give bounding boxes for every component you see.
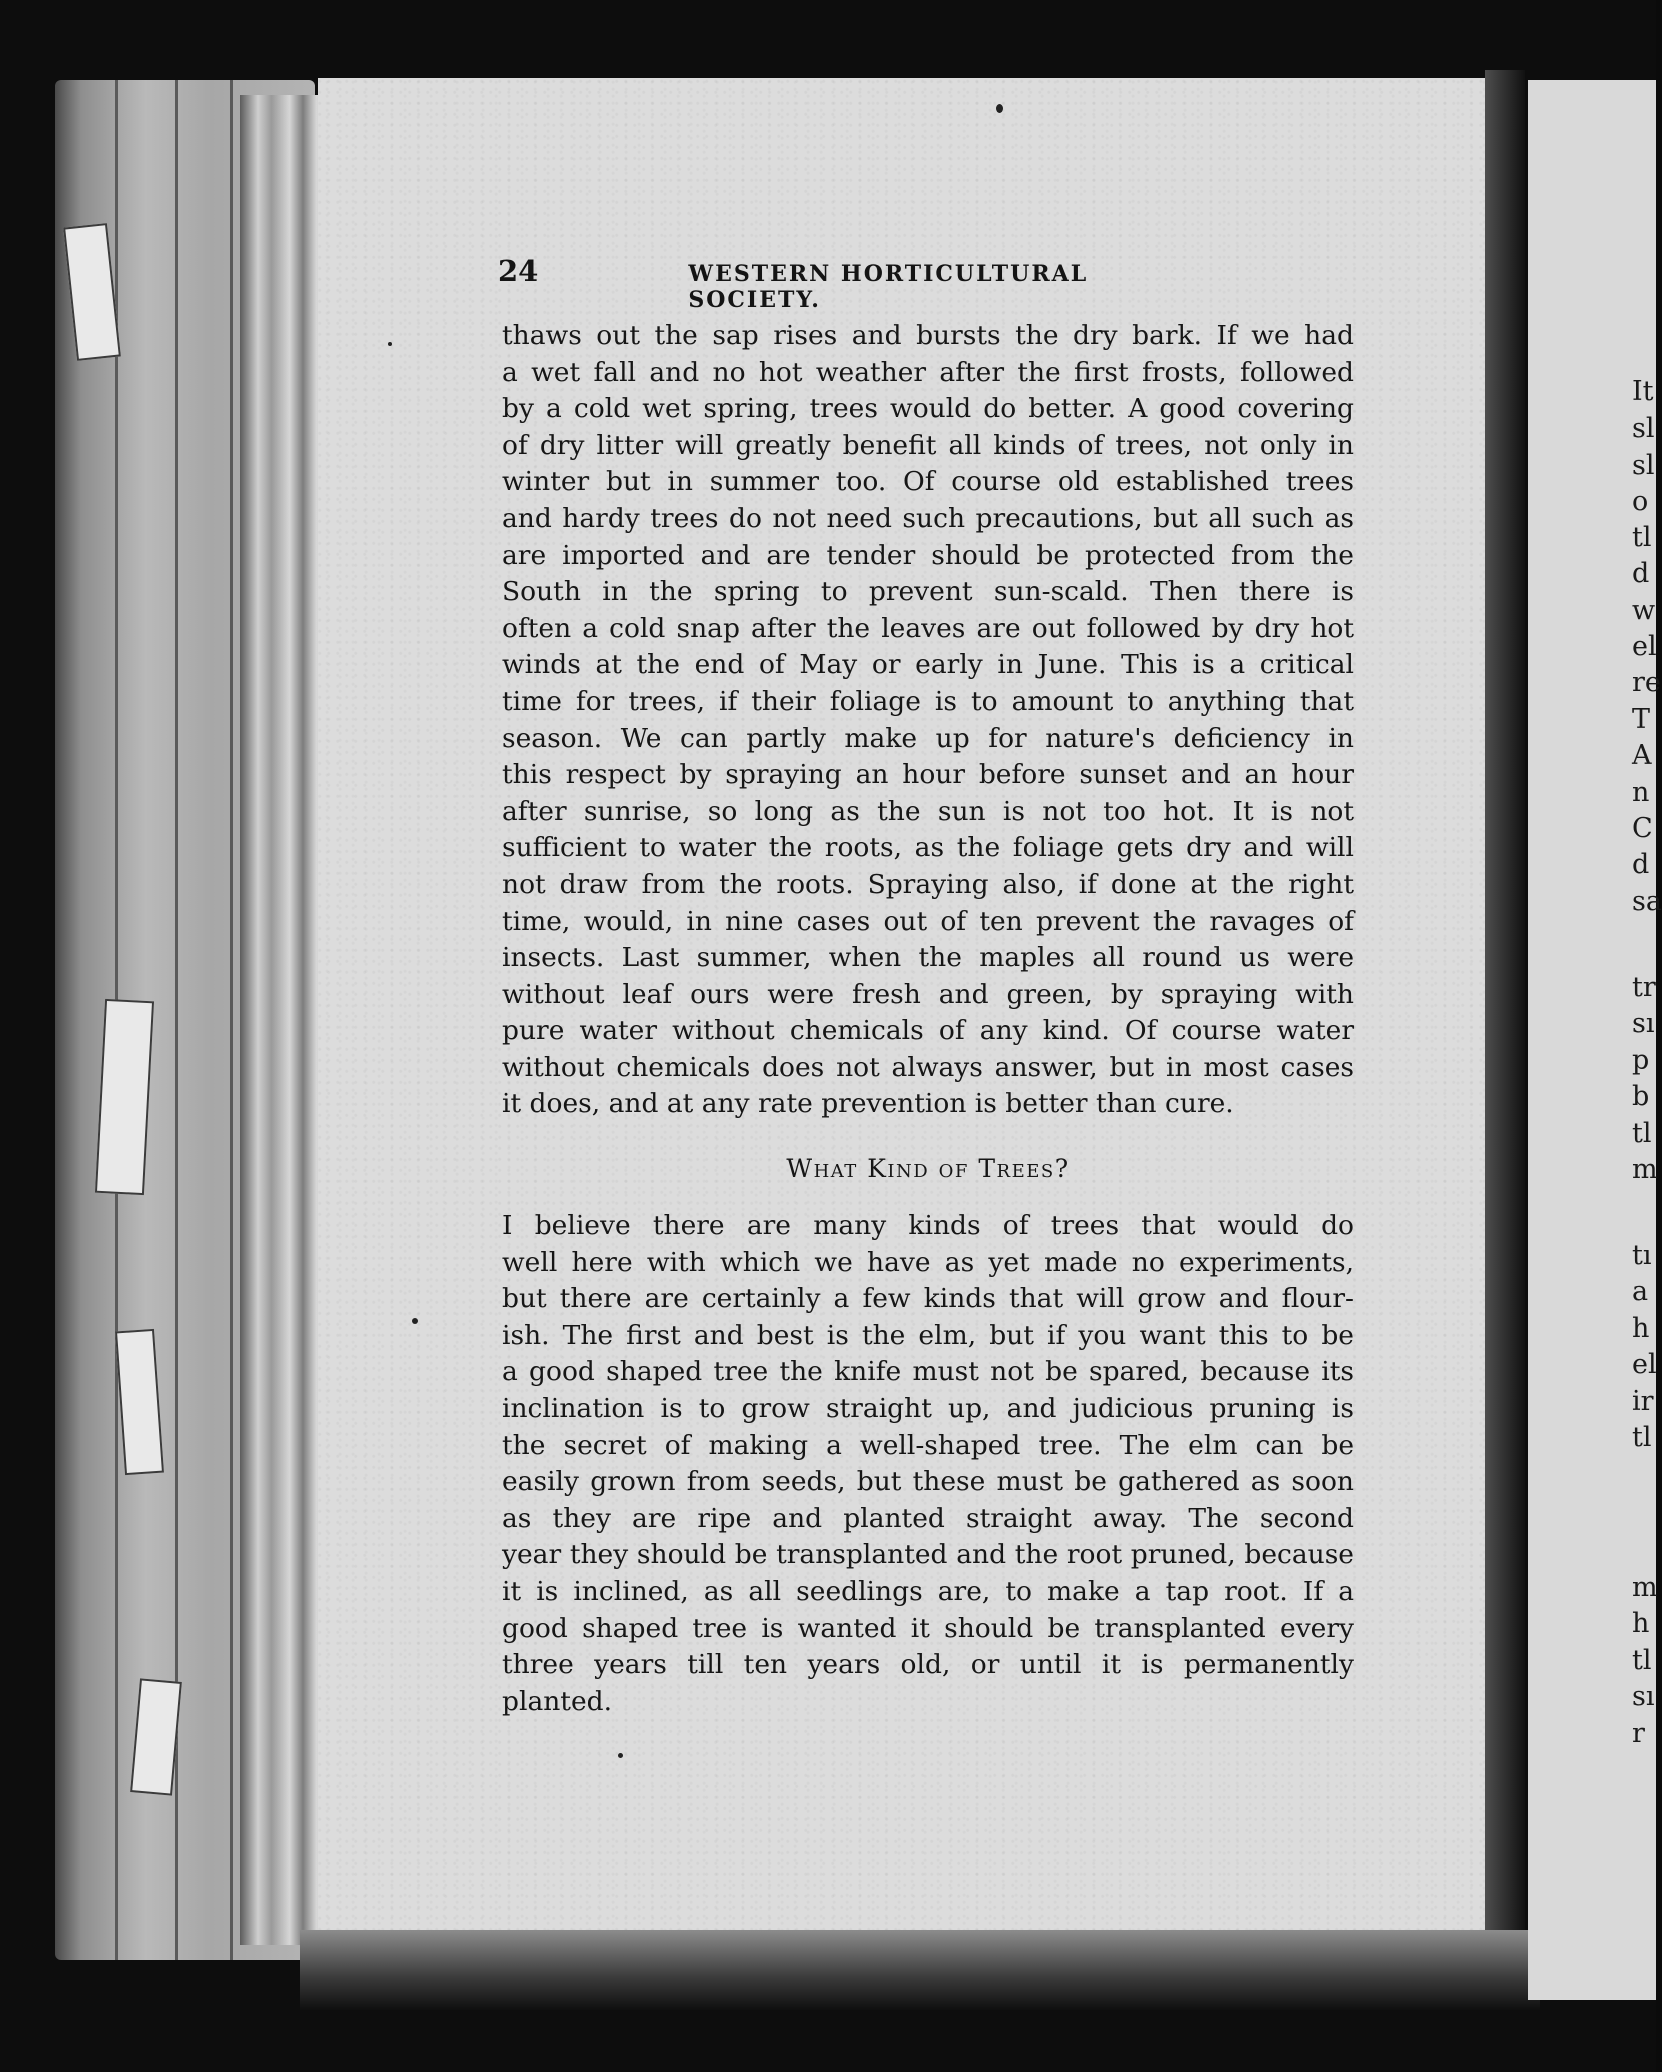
text-line: it does, and at any rate prevention is better than cure.	[502, 1088, 1234, 1120]
text-line: South in the spring to prevent sun-scald. Then there is	[502, 576, 1354, 608]
text-line: year they should be transplanted and the root pruned, because	[502, 1539, 1354, 1571]
text-line: time for trees, if their foliage is to amount to anything that	[502, 685, 1354, 717]
text-line: thaws out the sap rises and bursts the dry bark. If we had	[502, 320, 1354, 351]
facing-page-fragment: tr	[1632, 972, 1656, 1003]
text-line: good shaped tree is wanted it should be transplanted every	[502, 1612, 1354, 1644]
text-line: not draw from the roots. Spraying also, if done at the right	[502, 868, 1354, 900]
torn-page-edge	[95, 999, 154, 1195]
facing-page-fragment: A	[1632, 740, 1652, 771]
text-line: by a cold wet spring, trees would do better. A good covering	[502, 393, 1354, 425]
facing-page-fragment: h	[1632, 1313, 1650, 1344]
text-line: three years till ten years old, or until it is permanently	[502, 1649, 1354, 1681]
facing-page-fragment: sl	[1632, 413, 1655, 444]
text-line: a wet fall and no hot weather after the first frosts, followed	[502, 356, 1354, 388]
text-line: this respect by spraying an hour before sunset and an hour	[502, 759, 1354, 791]
facing-page-fragment: re	[1632, 667, 1661, 698]
facing-page-fragment: a	[1632, 1276, 1649, 1307]
ink-speck	[412, 1318, 418, 1324]
text-line: are imported and are tender should be protected from the	[502, 539, 1354, 571]
paragraph-1	[502, 318, 1354, 1123]
text-line: winter but in summer too. Of course old established trees	[502, 466, 1354, 498]
text-line: season. We can partly make up for nature's deficiency in	[502, 722, 1354, 754]
facing-page-fragment: d	[1632, 849, 1650, 880]
running-head-title: WESTERN HORTICULTURAL SOCIETY.	[688, 261, 1089, 313]
facing-page-fragment: C	[1632, 813, 1653, 844]
text-line: sufficient to water the roots, as the foliage gets dry and will	[502, 832, 1354, 864]
text-line: but there are certainly a few kinds that will grow and flour-	[502, 1283, 1354, 1315]
facing-page-fragment: n	[1632, 777, 1650, 808]
text-line: ish. The first and best is the elm, but if you want this to be	[502, 1319, 1354, 1351]
facing-page-fragment: d	[1632, 558, 1650, 589]
text-line: pure water without chemicals of any kind. Of course water	[502, 1015, 1354, 1047]
text-line: often a cold snap after the leaves are out followed by dry hot	[502, 612, 1354, 644]
facing-page-fragment: m	[1632, 1572, 1658, 1603]
section-heading: What Kind of Trees?	[786, 1154, 1070, 1183]
facing-page-fragment: m	[1632, 1154, 1658, 1185]
facing-page-fragment: tl	[1632, 1645, 1652, 1676]
facing-page-fragment: b	[1632, 1081, 1650, 1112]
text-line: inclination is to grow straight up, and judicious pruning is	[502, 1392, 1354, 1424]
page-bottom-shadow	[300, 1930, 1540, 2010]
facing-page-fragment: It	[1632, 376, 1654, 407]
ink-speck	[618, 1753, 623, 1758]
facing-page-fragment: tl	[1632, 1118, 1652, 1149]
ink-speck	[388, 342, 392, 346]
text-line: after sunrise, so long as the sun is not too hot. It is not	[502, 795, 1354, 827]
facing-page-fragment: tl	[1632, 1422, 1652, 1453]
facing-page-fragment: ir	[1632, 1386, 1654, 1417]
facing-page-fragment: T	[1632, 704, 1651, 735]
facing-page-fragment: el	[1632, 631, 1657, 662]
facing-page-fragment: w	[1632, 595, 1656, 626]
page-number: 24	[498, 254, 539, 288]
paragraph-2	[502, 1208, 1354, 1720]
text-line: as they are ripe and planted straight away. The second	[502, 1502, 1354, 1534]
text-line: time, would, in nine cases out of ten prevent the ravages of	[502, 905, 1354, 937]
facing-page-fragment: tl	[1632, 522, 1652, 553]
text-line: of dry litter will greatly benefit all kinds of trees, not only in	[502, 429, 1354, 461]
page-fold-shadow	[1485, 70, 1525, 1950]
facing-page-fragment: o	[1632, 486, 1649, 517]
book-gutter	[240, 95, 330, 1945]
text-line: easily grown from seeds, but these must be gathered as soon	[502, 1466, 1354, 1498]
text-line: well here with which we have as yet made no experiments,	[502, 1246, 1354, 1278]
facing-page-fragment: sı	[1632, 1681, 1655, 1712]
facing-page-fragment: el	[1632, 1349, 1657, 1380]
facing-page-fragment: sa	[1632, 886, 1662, 917]
text-line: I believe there are many kinds of trees that would do	[502, 1210, 1354, 1241]
running-head	[498, 254, 1178, 313]
ink-speck	[996, 104, 1003, 113]
text-line: the secret of making a well-shaped tree. The elm can be	[502, 1429, 1354, 1461]
text-line: without chemicals does not always answer, but in most cases	[502, 1051, 1354, 1083]
text-line: it is inclined, as all seedlings are, to make a tap root. If a	[502, 1575, 1354, 1607]
text-line: winds at the end of May or early in June. This is a critical	[502, 649, 1354, 681]
facing-page-fragment: p	[1632, 1045, 1650, 1076]
facing-page	[1528, 80, 1656, 2000]
facing-page-fragment: tı	[1632, 1240, 1652, 1271]
text-line: planted.	[502, 1685, 613, 1717]
text-line: a good shaped tree the knife must not be spared, because its	[502, 1356, 1354, 1388]
text-line: and hardy trees do not need such precautions, but all such as	[502, 502, 1354, 534]
facing-page-fragment: r	[1632, 1718, 1645, 1749]
facing-page-fragment: sı	[1632, 1008, 1655, 1039]
text-line: insects. Last summer, when the maples all round us were	[502, 942, 1354, 974]
facing-page-fragment: h	[1632, 1608, 1650, 1639]
text-line: without leaf ours were fresh and green, by spraying with	[502, 978, 1354, 1010]
facing-page-fragment: sl	[1632, 450, 1655, 481]
